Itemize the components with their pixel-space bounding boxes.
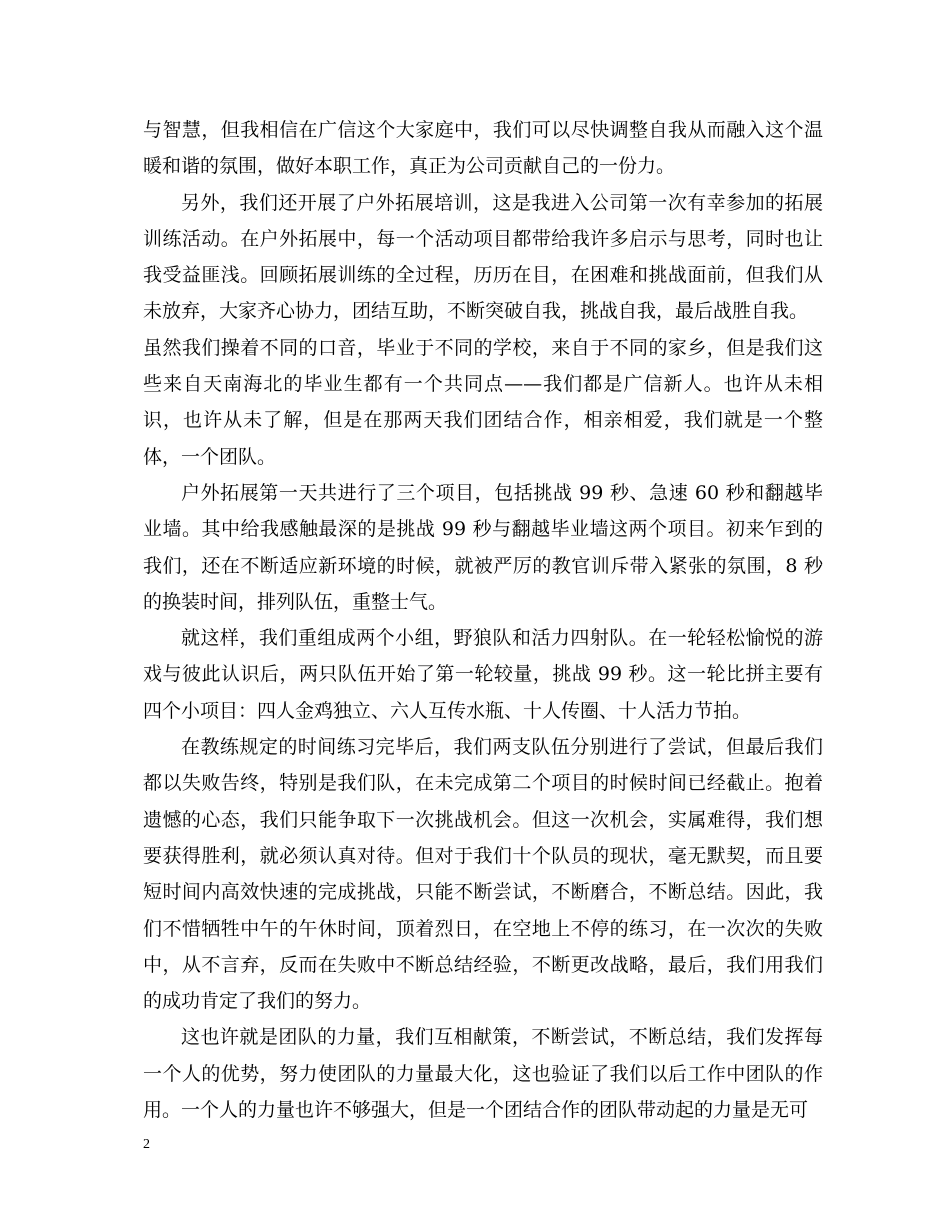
- paragraph: 就这样，我们重组成两个小组，野狼队和活力四射队。在一轮轻松愉悦的游戏与彼此认识后，两只队伍开始了第一轮较量，挑战 99 秒。这一轮比拼主要有四个小项目：四人金鸡独立、六人互传水瓶、十人传圈、十人活力节拍。: [143, 627, 823, 722]
- paragraph: 这也许就是团队的力量，我们互相献策，不断尝试，不断总结，我们发挥每一个人的优势，努力使团队的力量最大化，这也验证了我们以后工作中团队的作用。一个人的力量也许不够强大，但是一个团结合作的团队带动起的力量是无可: [143, 1026, 823, 1122]
- document-body: [143, 112, 823, 1128]
- page-number: 2: [143, 1137, 150, 1152]
- paragraph: 另外，我们还开展了户外拓展培训，这是我进入公司第一次有幸参加的拓展训练活动。在户外拓展中，每一个活动项目都带给我许多启示与思考，同时也让我受益匪浅。回顾拓展训练的全过程，历历在目，在困难和挑战面前，但我们从未放弃，大家齐心协力，团结互助，不断突破自我，挑战自我，最后战胜自我。: [143, 191, 823, 323]
- paragraph: 在教练规定的时间练习完毕后，我们两支队伍分别进行了尝试，但最后我们都以失败告终，特别是我们队，在未完成第二个项目的时候时间已经截止。抱着遗憾的心态，我们只能争取下一次挑战机会。但这一次机会，实属难得，我们想要获得胜利，就必须认真对待。但对于我们十个队员的现状，毫无默契，而且要短时间内高效快速的完成挑战，只能不断尝试，不断磨合，不断总结。因此，我们不惜牺牲中午的午休时间，顶着烈日，在空地上不停的练习，在一次次的失败中，从不言弃，反而在失败中不断总结经验，不断更改战略，最后，我们用我们的成功肯定了我们的努力。: [143, 736, 823, 1013]
- paragraph: 虽然我们操着不同的口音，毕业于不同的学校，来自于不同的家乡，但是我们这些来自天南海北的毕业生都有一个共同点——我们都是广信新人。也许从未相识，也许从未了解，但是在那两天我们团结合作，相亲相爱，我们就是一个整体，一个团队。: [143, 336, 823, 468]
- paragraph-continuation: 与智慧，但我相信在广信这个大家庭中，我们可以尽快调整自我从而融入这个温暖和谐的氛围，做好本职工作，真正为公司贡献自己的一份力。: [143, 119, 823, 178]
- paragraph: 户外拓展第一天共进行了三个项目，包括挑战 99 秒、急速 60 秒和翻越毕业墙。其中给我感触最深的是挑战 99 秒与翻越毕业墙这两个项目。初来乍到的我们，还在不断适应新环境的时候，就被严厉的教官训斥带入紧张的氛围，8 秒的换装时间，排列队伍，重整士气。: [143, 481, 823, 613]
